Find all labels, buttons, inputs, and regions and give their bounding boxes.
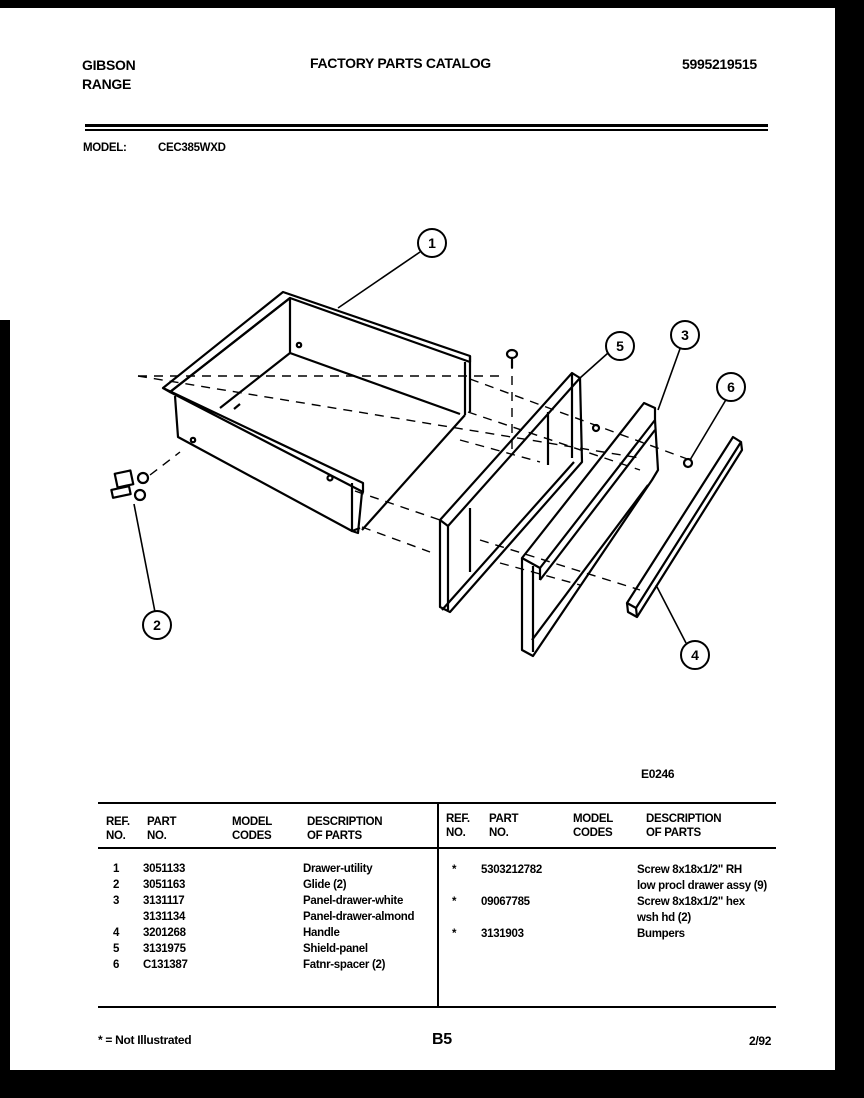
brand-name: GIBSON bbox=[82, 57, 136, 73]
table-row-part: 3201268 bbox=[143, 927, 186, 939]
left-part-column bbox=[143, 861, 188, 973]
header-model-codes-right: MODEL CODES bbox=[573, 813, 614, 839]
table-row-ref: * bbox=[452, 864, 457, 876]
callout-3: 3 bbox=[681, 327, 689, 343]
catalog-number: 5995219515 bbox=[682, 56, 757, 72]
table-row-desc: Panel-drawer-almond bbox=[303, 911, 415, 923]
left-ref-column bbox=[113, 861, 119, 973]
revision-date: 2/92 bbox=[749, 1034, 772, 1048]
table-row-part: C131387 bbox=[143, 959, 188, 971]
table-row-desc: Handle bbox=[303, 927, 340, 939]
table-row-part: 3131903 bbox=[481, 928, 524, 940]
table-row-desc-cont: wsh hd (2) bbox=[637, 912, 691, 924]
callout-4: 4 bbox=[691, 647, 699, 663]
model-label: MODEL: bbox=[83, 142, 127, 154]
callout-2: 2 bbox=[153, 617, 161, 633]
header-part-no: PART NO. bbox=[147, 816, 177, 842]
table-row-ref: 4 bbox=[113, 927, 120, 939]
callout-5: 5 bbox=[616, 338, 624, 354]
table-row-part: 3131117 bbox=[143, 895, 185, 907]
table-divider bbox=[437, 802, 439, 1008]
table-row-desc: Glide (2) bbox=[303, 879, 347, 891]
glide-part bbox=[111, 470, 148, 500]
header-model-codes: MODEL CODES bbox=[232, 816, 273, 842]
assembly-lines bbox=[138, 360, 690, 590]
table-row-ref bbox=[113, 909, 119, 925]
header-description: DESCRIPTION OF PARTS bbox=[307, 816, 383, 842]
right-part-column bbox=[481, 862, 542, 942]
table-row-desc: Bumpers bbox=[637, 928, 685, 940]
header-ref-no: REF. NO. bbox=[106, 816, 130, 842]
table-row-desc: Screw 8x18x1/2" hex bbox=[637, 896, 745, 908]
callout-1: 1 bbox=[428, 235, 436, 251]
table-row-ref: * bbox=[452, 928, 457, 940]
table-row-desc-cont: low procl drawer assy (9) bbox=[637, 880, 767, 892]
table-row-desc: Shield-panel bbox=[303, 943, 368, 955]
diagram-code: E0246 bbox=[641, 767, 675, 781]
callout-6: 6 bbox=[727, 379, 735, 395]
screw-small bbox=[593, 425, 599, 431]
header-description-right: DESCRIPTION OF PARTS bbox=[646, 813, 722, 839]
table-row-part: 09067785 bbox=[481, 896, 530, 908]
drawer-panel-part bbox=[522, 403, 658, 656]
table-row-part: 3131975 bbox=[143, 943, 186, 955]
table-row-ref: 5 bbox=[113, 943, 120, 955]
table-row-desc: Fatnr-spacer (2) bbox=[303, 959, 386, 971]
model-value: CEC385WXD bbox=[158, 142, 226, 154]
right-ref-column bbox=[452, 862, 456, 942]
table-row-part: 5303212782 bbox=[481, 864, 542, 876]
table-row-ref: * bbox=[452, 896, 457, 908]
page-code: B5 bbox=[432, 1031, 452, 1048]
header-part-no-right: PART NO. bbox=[489, 813, 519, 839]
table-row-part: 3051163 bbox=[143, 879, 186, 891]
table-row-ref: 1 bbox=[113, 863, 120, 875]
right-description-column bbox=[637, 862, 767, 942]
callouts bbox=[143, 229, 745, 669]
not-illustrated-legend: * = Not Illustrated bbox=[98, 1033, 192, 1047]
table-row-ref: 6 bbox=[113, 959, 120, 971]
table-row-desc: Screw 8x18x1/2" RH bbox=[637, 864, 742, 876]
table-row-ref: 3 bbox=[113, 895, 120, 907]
screw-part bbox=[507, 350, 517, 368]
table-row-part: 3131134 bbox=[143, 911, 186, 923]
page-title: FACTORY PARTS CATALOG bbox=[310, 55, 491, 71]
table-row-desc: Drawer-utility bbox=[303, 863, 373, 875]
shield-panel-part bbox=[440, 373, 582, 612]
left-description-column bbox=[303, 861, 414, 973]
drawer-utility-part bbox=[163, 292, 470, 533]
product-type: RANGE bbox=[82, 76, 132, 92]
header-ref-no-right: REF. NO. bbox=[446, 813, 470, 839]
table-row-desc: Panel-drawer-white bbox=[303, 895, 404, 907]
table-row-ref: 2 bbox=[113, 879, 120, 891]
table-row-part: 3051133 bbox=[143, 863, 186, 875]
